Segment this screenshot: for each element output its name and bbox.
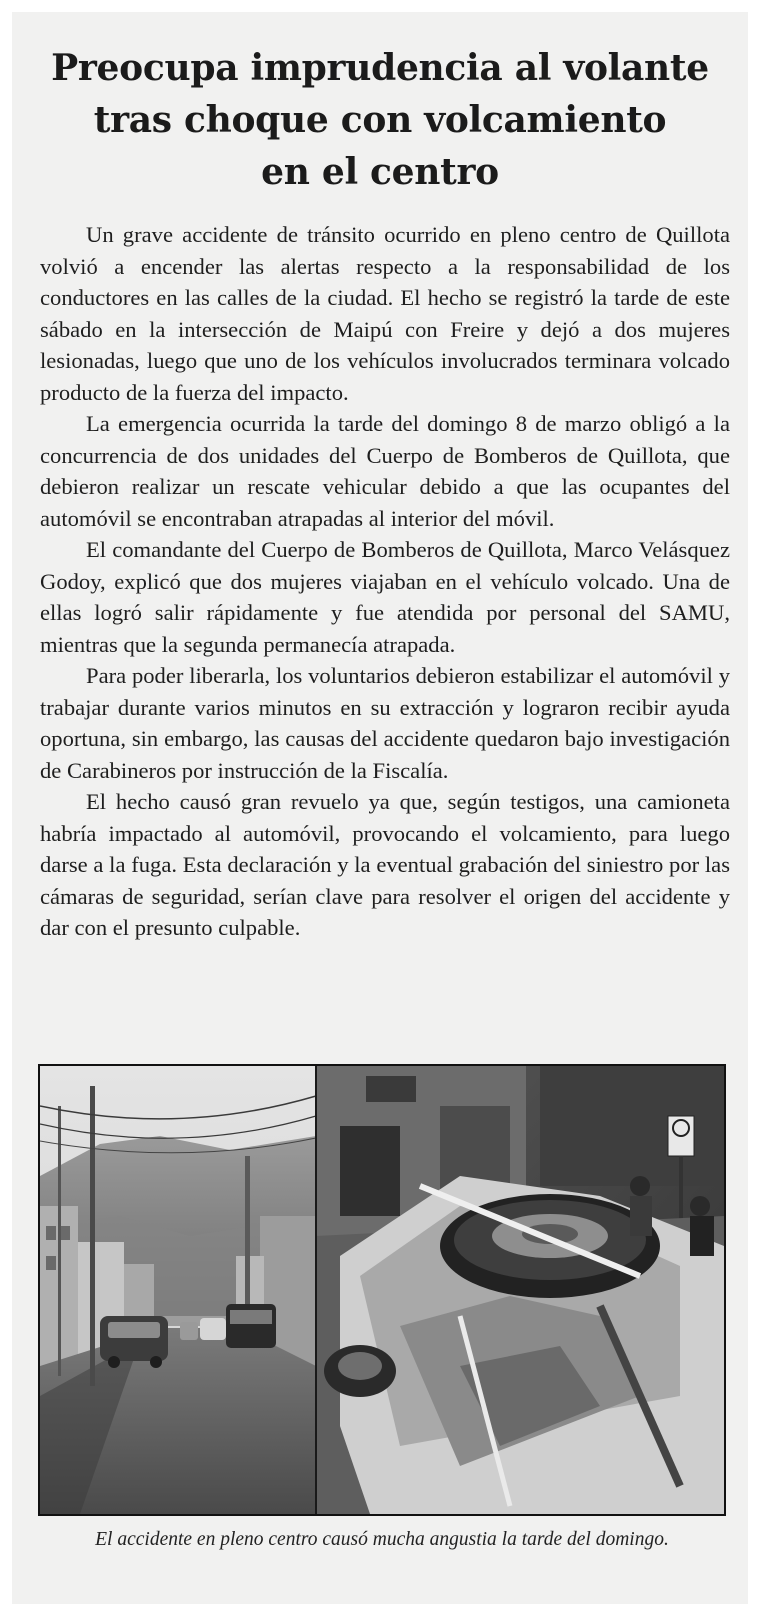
paragraph-5: El hecho causó gran revuelo ya que, según testigos, una camioneta habría impactado al automóvil, provocando el volcamiento, para luego darse a la fuga. Esta declaración y la eventual grabación del siniestro por las cámaras de seguridad, serían clave para resolver el origen del accidente y dar con el presunto culpable. — [40, 789, 730, 940]
paragraph-2: La emergencia ocurrida la tarde del domingo 8 de marzo obligó a la concurrencia de dos unidades del Cuerpo de Bomberos de Quillota, que debieron realizar un rescate vehicular debido a que las ocupantes del automóvil se encontraban atrapadas al interior del móvil. — [40, 411, 730, 531]
accident-photo — [38, 1064, 726, 1516]
paragraph-3: El comandante del Cuerpo de Bomberos de Quillota, Marco Velásquez Godoy, explicó que dos mujeres viajaban en el vehículo volcado. Una de ellas logró salir rápidamente y fue atendida por personal del SAMU, mientras que la segunda permanecía atrapada. — [40, 537, 730, 657]
paragraph-1: Un grave accidente de tránsito ocurrido en pleno centro de Quillota volvió a encender las alertas respecto a la responsabilidad de los conductores en las calles de la ciudad. El hecho se registró la tarde de este sábado en la intersección de Maipú con Freire y dejó a dos mujeres lesionadas, luego que uno de los vehículos involucrados terminara volcado producto de la fuerza del impacto. — [40, 222, 730, 405]
street-scene — [40, 1066, 316, 1514]
newspaper-clipping — [12, 12, 748, 1604]
headline-line-1: Preocupa imprudencia al volante — [51, 47, 709, 89]
overturned-car-scene — [316, 1066, 724, 1514]
photo-caption: El accidente en pleno centro causó mucha angustia la tarde del domingo. — [95, 1529, 669, 1550]
headline-line-3: en el centro — [261, 151, 499, 193]
headline — [32, 42, 728, 198]
paragraph-4: Para poder liberarla, los voluntarios debieron estabilizar el automóvil y trabajar durante varios minutos en su extracción y lograron recibir ayuda oportuna, sin embargo, las causas del accidente quedaron bajo investigación de Carabineros por instrucción de la Fiscalía. — [40, 663, 730, 783]
headline-line-2: tras choque con volcamiento — [93, 99, 667, 141]
article-body — [40, 219, 730, 944]
accident-photo-image — [40, 1066, 724, 1514]
